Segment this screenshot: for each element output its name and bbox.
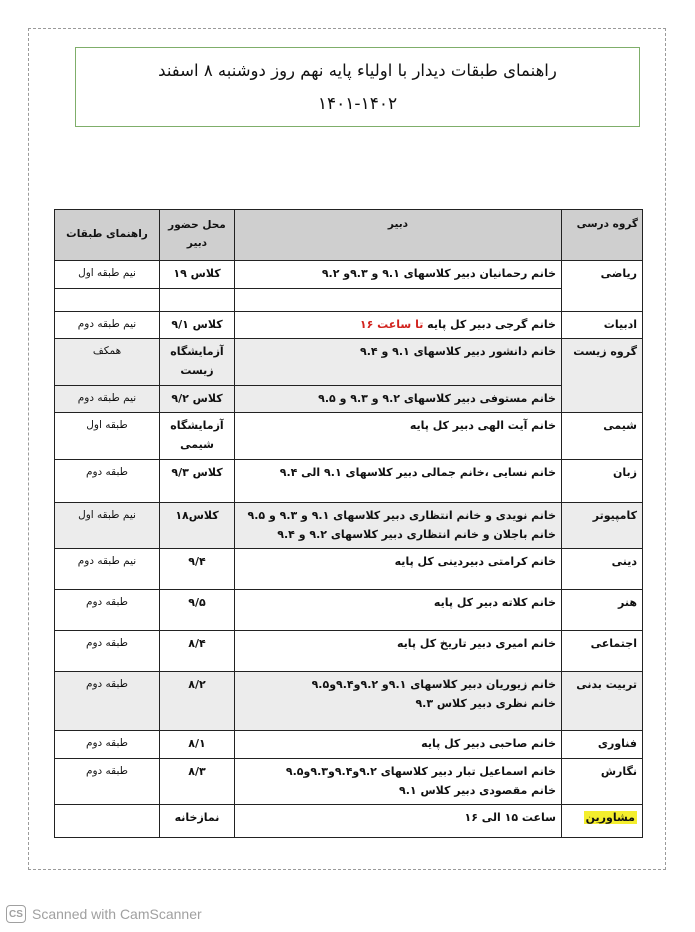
location-cell: آزمایشگاه شیمی xyxy=(160,413,235,459)
teacher-line: خانم زیوریان دبیر کلاسهای ۹.۱و ۹.۲و۹.۴و۹.۵ xyxy=(311,678,556,692)
group-cell: ریاضی xyxy=(562,261,643,312)
table-row xyxy=(55,549,643,590)
table-row xyxy=(55,758,643,804)
guide-cell: طبقه دوم xyxy=(55,731,160,759)
teacher-cell: خانم رحمانیان دبیر کلاسهای ۹.۱ و ۹.۳و ۹.۲ xyxy=(235,261,562,289)
camscanner-logo-icon: CS xyxy=(6,905,26,923)
teacher-cell: خانم نسایی ،خانم جمالی دبیر کلاسهای ۹.۱ الی ۹.۴ xyxy=(235,459,562,502)
location-cell: ۸/۴ xyxy=(160,631,235,672)
group-cell: تربیت بدنی xyxy=(562,672,643,731)
group-cell: شیمی xyxy=(562,413,643,459)
table-row xyxy=(55,459,643,502)
location-cell: کلاس ۹/۲ xyxy=(160,385,235,413)
guide-cell: نیم طبقه اول xyxy=(55,502,160,548)
header-location: محل حضور دبیر xyxy=(160,210,235,261)
table-row-empty xyxy=(55,288,643,311)
location-cell: کلاس۱۸ xyxy=(160,502,235,548)
guide-cell: نیم طبقه دوم xyxy=(55,311,160,339)
guide-cell: طبقه دوم xyxy=(55,672,160,731)
table-row xyxy=(55,590,643,631)
location-cell: ۹/۴ xyxy=(160,549,235,590)
table-row xyxy=(55,261,643,289)
header-guide: راهنمای طبقات xyxy=(55,210,160,261)
group-cell: گروه زیست xyxy=(562,339,643,413)
table-row xyxy=(55,672,643,731)
teacher-cell: خانم مستوفی دبیر کلاسهای ۹.۲ و ۹.۳ و ۹.۵ xyxy=(235,385,562,413)
document-title: راهنمای طبقات دیدار با اولیاء پایه نهم روز دوشنبه ۸ اسفند xyxy=(158,61,557,80)
location-cell: ۸/۱ xyxy=(160,731,235,759)
group-cell: هنر xyxy=(562,590,643,631)
teacher-cell xyxy=(235,758,562,804)
guide-cell xyxy=(55,805,160,838)
teacher-cell: ساعت ۱۵ الی ۱۶ xyxy=(235,805,562,838)
table-row xyxy=(55,339,643,385)
location-cell: کلاس ۹/۳ xyxy=(160,459,235,502)
camscanner-watermark xyxy=(6,904,202,924)
guide-cell: طبقه دوم xyxy=(55,459,160,502)
empty-cell xyxy=(160,288,235,311)
teacher-cell: خانم صاحبی دبیر کل پایه xyxy=(235,731,562,759)
teacher-cell: خانم کلاته دبیر کل پایه xyxy=(235,590,562,631)
teacher-cell: خانم کرامتی دبیردینی کل پایه xyxy=(235,549,562,590)
teacher-line: خانم نویدی و خانم انتظاری دبیر کلاسهای ۹.۱ و ۹.۳ و ۹.۵ xyxy=(247,508,556,522)
watermark-text: Scanned with CamScanner xyxy=(32,906,202,922)
teacher-text: خانم گرجی دبیر کل پایه xyxy=(427,317,556,331)
location-cell: نمازخانه xyxy=(160,805,235,838)
teacher-line: خانم نظری دبیر کلاس ۹.۳ xyxy=(415,696,556,710)
teacher-line: خانم باجلان و خانم انتظاری دبیر کلاسهای ۹.۲ و ۹.۴ xyxy=(277,527,556,541)
table-header-row xyxy=(55,210,643,261)
group-cell: دینی xyxy=(562,549,643,590)
guide-cell: طبقه دوم xyxy=(55,631,160,672)
empty-cell xyxy=(235,288,562,311)
title-box xyxy=(75,47,640,127)
table-row xyxy=(55,731,643,759)
teacher-cell xyxy=(235,311,562,339)
empty-cell xyxy=(55,288,160,311)
header-teacher: دبیر xyxy=(235,210,562,261)
highlighted-group-label: مشاورین xyxy=(585,811,635,825)
table-row xyxy=(55,413,643,459)
table-row xyxy=(55,311,643,339)
guide-cell: نیم طبقه دوم xyxy=(55,549,160,590)
group-cell: زبان xyxy=(562,459,643,502)
teacher-cell: خانم دانشور دبیر کلاسهای ۹.۱ و ۹.۴ xyxy=(235,339,562,385)
location-cell: کلاس ۱۹ xyxy=(160,261,235,289)
guide-cell: همکف xyxy=(55,339,160,385)
header-group: گروه درسی xyxy=(562,210,643,261)
group-cell: کامپیوتر xyxy=(562,502,643,548)
table-row xyxy=(55,631,643,672)
table-row xyxy=(55,805,643,838)
teacher-cell xyxy=(235,502,562,548)
location-cell: آزمایشگاه زیست xyxy=(160,339,235,385)
location-cell: ۸/۲ xyxy=(160,672,235,731)
guide-cell: طبقه دوم xyxy=(55,758,160,804)
table-row xyxy=(55,385,643,413)
guide-cell: نیم طبقه دوم xyxy=(55,385,160,413)
teacher-cell: خانم آیت الهی دبیر کل پایه xyxy=(235,413,562,459)
teacher-time-note: تا ساعت ۱۶ xyxy=(359,317,424,331)
teacher-cell xyxy=(235,672,562,731)
group-cell: نگارش xyxy=(562,758,643,804)
document-year: ۱۴۰۱-۱۴۰۲ xyxy=(317,94,398,114)
group-cell: فناوری xyxy=(562,731,643,759)
group-cell: اجتماعی xyxy=(562,631,643,672)
schedule-table xyxy=(54,209,643,838)
guide-cell: طبقه اول xyxy=(55,413,160,459)
guide-cell: طبقه دوم xyxy=(55,590,160,631)
group-cell: ادبیات xyxy=(562,311,643,339)
group-cell xyxy=(562,805,643,838)
table-row xyxy=(55,502,643,548)
guide-cell: نیم طبقه اول xyxy=(55,261,160,289)
location-cell: کلاس ۹/۱ xyxy=(160,311,235,339)
teacher-line: خانم مقصودی دبیر کلاس ۹.۱ xyxy=(399,783,556,797)
location-cell: ۹/۵ xyxy=(160,590,235,631)
teacher-cell: خانم امیری دبیر تاریخ کل پایه xyxy=(235,631,562,672)
teacher-line: خانم اسماعیل تبار دبیر کلاسهای ۹.۲و۹.۴و۹.۳و۹.۵ xyxy=(285,764,556,778)
location-cell: ۸/۳ xyxy=(160,758,235,804)
